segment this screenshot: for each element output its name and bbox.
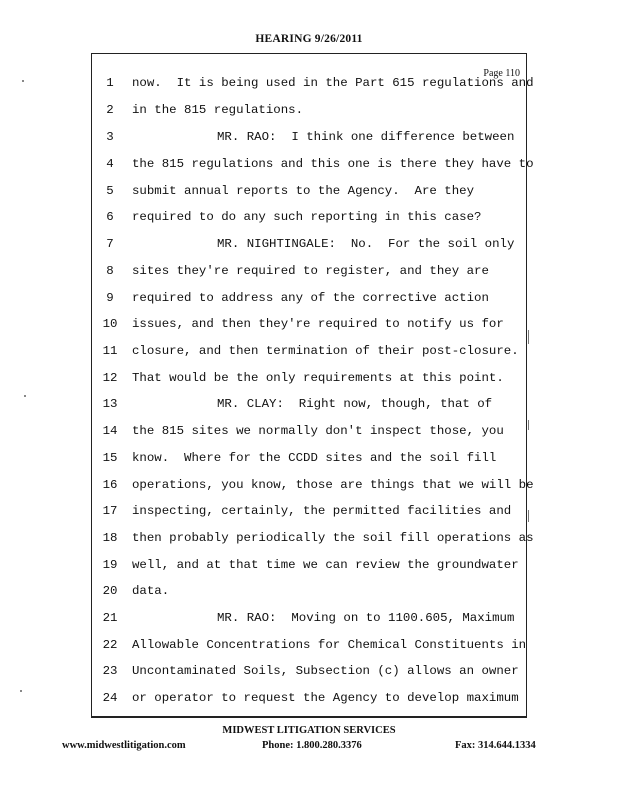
line-text: Allowable Concentrations for Chemical Constituents in xyxy=(132,638,527,652)
document-header: HEARING 9/26/2011 xyxy=(255,33,363,45)
transcript-line xyxy=(92,371,526,393)
line-number: 2 xyxy=(106,103,114,117)
transcript-line xyxy=(92,531,534,553)
line-number: 13 xyxy=(102,397,118,411)
line-text: then probably periodically the soil fill operations as xyxy=(132,531,534,545)
line-number: 3 xyxy=(106,130,114,144)
transcript-page xyxy=(91,53,534,718)
line-text: That would be the only requirements at this point. xyxy=(132,371,504,385)
transcript-line xyxy=(92,264,526,286)
scan-mark xyxy=(528,510,529,522)
line-text: MR. NIGHTINGALE: No. For the soil only xyxy=(217,237,515,251)
line-text: required to address any of the corrective action xyxy=(132,291,489,305)
transcript-line xyxy=(92,130,526,152)
transcript-line xyxy=(92,691,526,713)
line-number: 11 xyxy=(102,344,118,358)
line-text: data. xyxy=(132,584,170,598)
transcript-line xyxy=(92,103,526,125)
line-text: submit annual reports to the Agency. Are they xyxy=(132,184,475,198)
transcript-line xyxy=(92,424,526,446)
footer-fax: Fax: 314.644.1334 xyxy=(455,740,536,751)
line-number: 12 xyxy=(102,371,118,385)
line-text: now. It is being used in the Part 615 regulations and xyxy=(132,76,534,90)
scan-mark xyxy=(528,420,529,430)
transcript-line xyxy=(92,184,526,206)
line-number: 20 xyxy=(102,584,118,598)
line-number: 5 xyxy=(106,184,114,198)
line-text: MR. RAO: I think one difference between xyxy=(217,130,515,144)
line-text: MR. RAO: Moving on to 1100.605, Maximum xyxy=(217,611,515,625)
line-number: 9 xyxy=(106,291,114,305)
transcript-line xyxy=(92,237,526,259)
line-text: issues, and then they're required to notify us for xyxy=(132,317,504,331)
transcript-line xyxy=(92,157,534,179)
line-number: 17 xyxy=(102,504,118,518)
transcript-line xyxy=(92,451,526,473)
line-number: 21 xyxy=(102,611,118,625)
footer-company: MIDWEST LITIGATION SERVICES xyxy=(222,725,396,736)
line-number: 8 xyxy=(106,264,114,278)
scan-mark xyxy=(20,690,22,692)
footer-website: www.midwestlitigation.com xyxy=(62,740,186,751)
transcript-line xyxy=(92,344,526,366)
line-text: sites they're required to register, and they are xyxy=(132,264,489,278)
line-text: MR. CLAY: Right now, though, that of xyxy=(217,397,493,411)
transcript-line xyxy=(92,397,526,419)
transcript-line xyxy=(92,76,534,98)
transcript-line xyxy=(92,584,526,606)
line-text: inspecting, certainly, the permitted facilities and xyxy=(132,504,512,518)
scan-mark xyxy=(24,395,26,397)
line-number: 15 xyxy=(102,451,118,465)
line-number: 22 xyxy=(102,638,118,652)
line-text: the 815 regulations and this one is there they have to xyxy=(132,157,534,171)
line-number: 24 xyxy=(102,691,118,705)
transcript-line xyxy=(92,210,526,232)
line-text: the 815 sites we normally don't inspect those, you xyxy=(132,424,504,438)
line-number: 23 xyxy=(102,664,118,678)
transcript-line xyxy=(92,478,534,500)
scan-mark xyxy=(528,330,529,344)
scan-mark xyxy=(22,80,24,82)
transcript-line xyxy=(92,558,526,580)
transcript-line xyxy=(92,504,526,526)
line-number: 14 xyxy=(102,424,118,438)
transcript-line xyxy=(92,611,526,633)
transcript-line xyxy=(92,291,526,313)
line-text: or operator to request the Agency to develop maximum xyxy=(132,691,519,705)
page-number: Page 110 xyxy=(483,68,520,79)
line-text: required to do any such reporting in this case? xyxy=(132,210,482,224)
line-text: Uncontaminated Soils, Subsection (c) allows an owner xyxy=(132,664,519,678)
line-text: know. Where for the CCDD sites and the soil fill xyxy=(132,451,497,465)
transcript-line xyxy=(92,638,526,660)
line-number: 1 xyxy=(106,76,114,90)
line-number: 4 xyxy=(106,157,114,171)
line-number: 18 xyxy=(102,531,118,545)
line-number: 7 xyxy=(106,237,114,251)
footer-phone: Phone: 1.800.280.3376 xyxy=(262,740,362,751)
transcript-line xyxy=(92,317,526,339)
line-text: operations, you know, those are things that we will be xyxy=(132,478,534,492)
line-number: 16 xyxy=(102,478,118,492)
line-text: well, and at that time we can review the groundwater xyxy=(132,558,519,572)
line-text: closure, and then termination of their post-closure. xyxy=(132,344,519,358)
line-number: 10 xyxy=(102,317,118,331)
line-number: 19 xyxy=(102,558,118,572)
line-number: 6 xyxy=(106,210,114,224)
line-text: in the 815 regulations. xyxy=(132,103,304,117)
transcript-line xyxy=(92,664,526,686)
